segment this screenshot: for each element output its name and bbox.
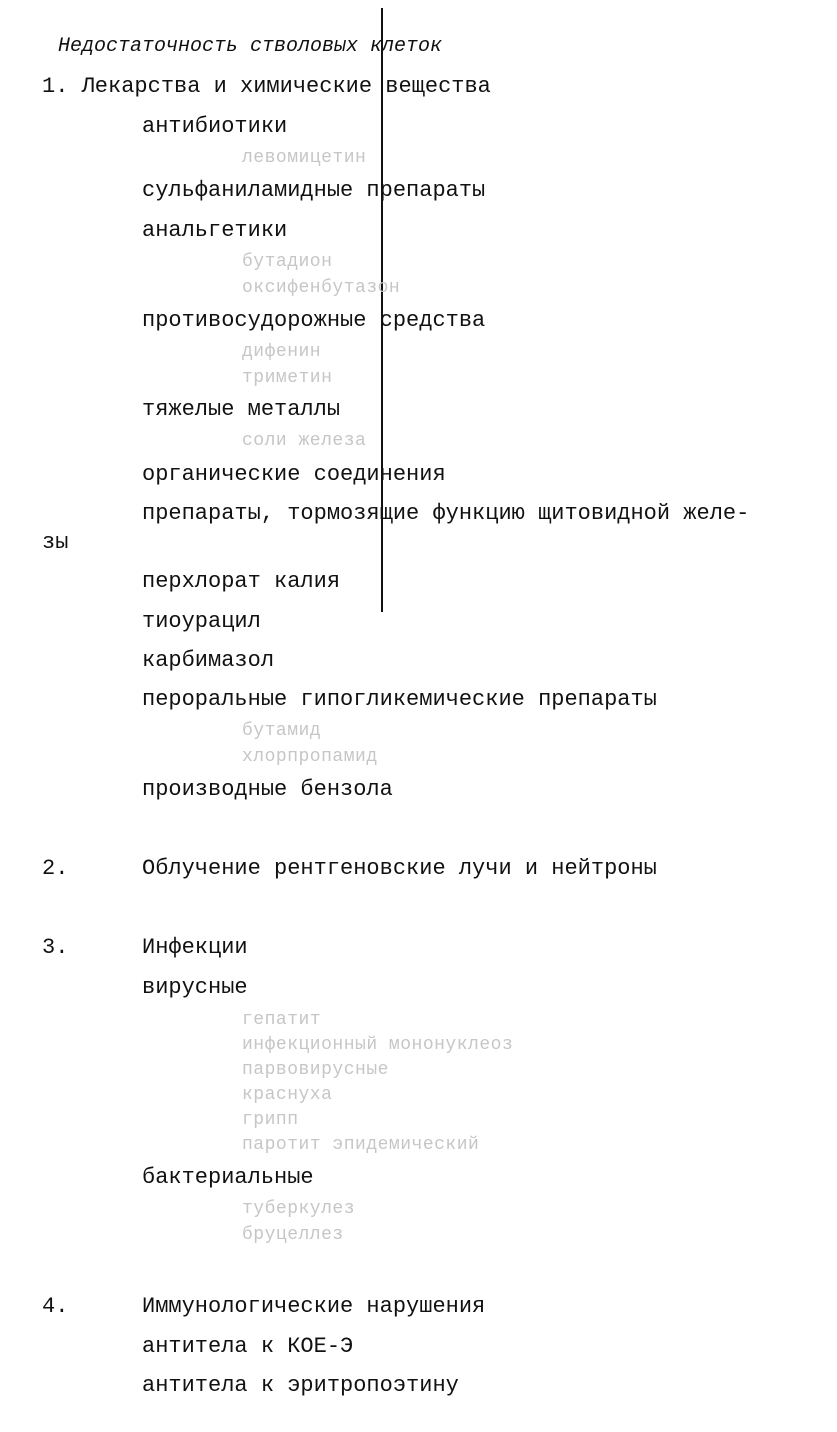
item-thyroid-inhibitors-wrap: зы — [42, 530, 69, 555]
item-oral-hypoglycemics: пероральные гипогликемические препараты — [142, 687, 657, 712]
section-4-number: 4. — [42, 1294, 69, 1319]
subitem-oxyphenbutazone: оксифенбутазон — [242, 278, 401, 298]
item-benzene-derivatives: производные бензола — [142, 777, 393, 802]
item-thiouracil: тиоурацил — [142, 609, 261, 634]
section-3-number: 3. — [42, 935, 69, 960]
subitem-influenza: грипп — [242, 1110, 299, 1130]
item-antibodies-erythropoietin: антитела к эритропоэтину — [142, 1373, 459, 1398]
section-3-heading: Инфекции — [142, 935, 248, 960]
item-carbimazole: карбимазол — [142, 648, 275, 673]
section-4-heading: Иммунологические нарушения — [142, 1294, 486, 1319]
section-1-heading: 1. Лекарства и химические вещества — [42, 74, 491, 99]
subitem-mumps: паротит эпидемический — [242, 1135, 480, 1155]
item-anticonvulsants: противосудорожные средства — [142, 308, 486, 333]
subitem-brucellosis: бруцеллез — [242, 1225, 344, 1245]
subitem-butadion: бутадион — [242, 252, 333, 272]
subitem-iron-salts: соли железа — [242, 431, 367, 451]
subitem-rubella: краснуха — [242, 1085, 333, 1105]
subitem-difenin: дифенин — [242, 342, 322, 362]
item-viral: вирусные — [142, 975, 248, 1000]
item-antibiotics: антибиотики — [142, 114, 288, 139]
item-heavy-metals: тяжелые металлы — [142, 397, 341, 422]
item-thyroid-inhibitors: препараты, тормозящие функцию щитовидной желе- — [142, 501, 750, 526]
document-title: Недостаточность стволовых клеток — [58, 35, 443, 58]
subitem-trimetin: триметин — [242, 368, 333, 388]
item-organic-compounds: органические соединения — [142, 462, 446, 487]
subitem-chlorpropamide: хлорпропамид — [242, 747, 378, 767]
item-bacterial: бактериальные — [142, 1165, 314, 1190]
section-2-number: 2. — [42, 856, 69, 881]
item-potassium-perchlorate: перхлорат калия — [142, 569, 341, 594]
subitem-hepatitis: гепатит — [242, 1010, 322, 1030]
item-antibodies-cfu-e: антитела к КОЕ-Э — [142, 1334, 354, 1359]
subitem-mononucleosis: инфекционный мононуклеоз — [242, 1035, 514, 1055]
subitem-butamid: бутамид — [242, 721, 322, 741]
subitem-levomycetin: левомицетин — [242, 148, 367, 168]
section-2-heading: Облучение рентгеновские лучи и нейтроны — [142, 856, 657, 881]
subitem-parvovirus: парвовирусные — [242, 1060, 389, 1080]
item-sulfanilamides: сульфаниламидные препараты — [142, 178, 486, 203]
item-analgesics: анальгетики — [142, 218, 288, 243]
subitem-tuberculosis: туберкулез — [242, 1199, 356, 1219]
